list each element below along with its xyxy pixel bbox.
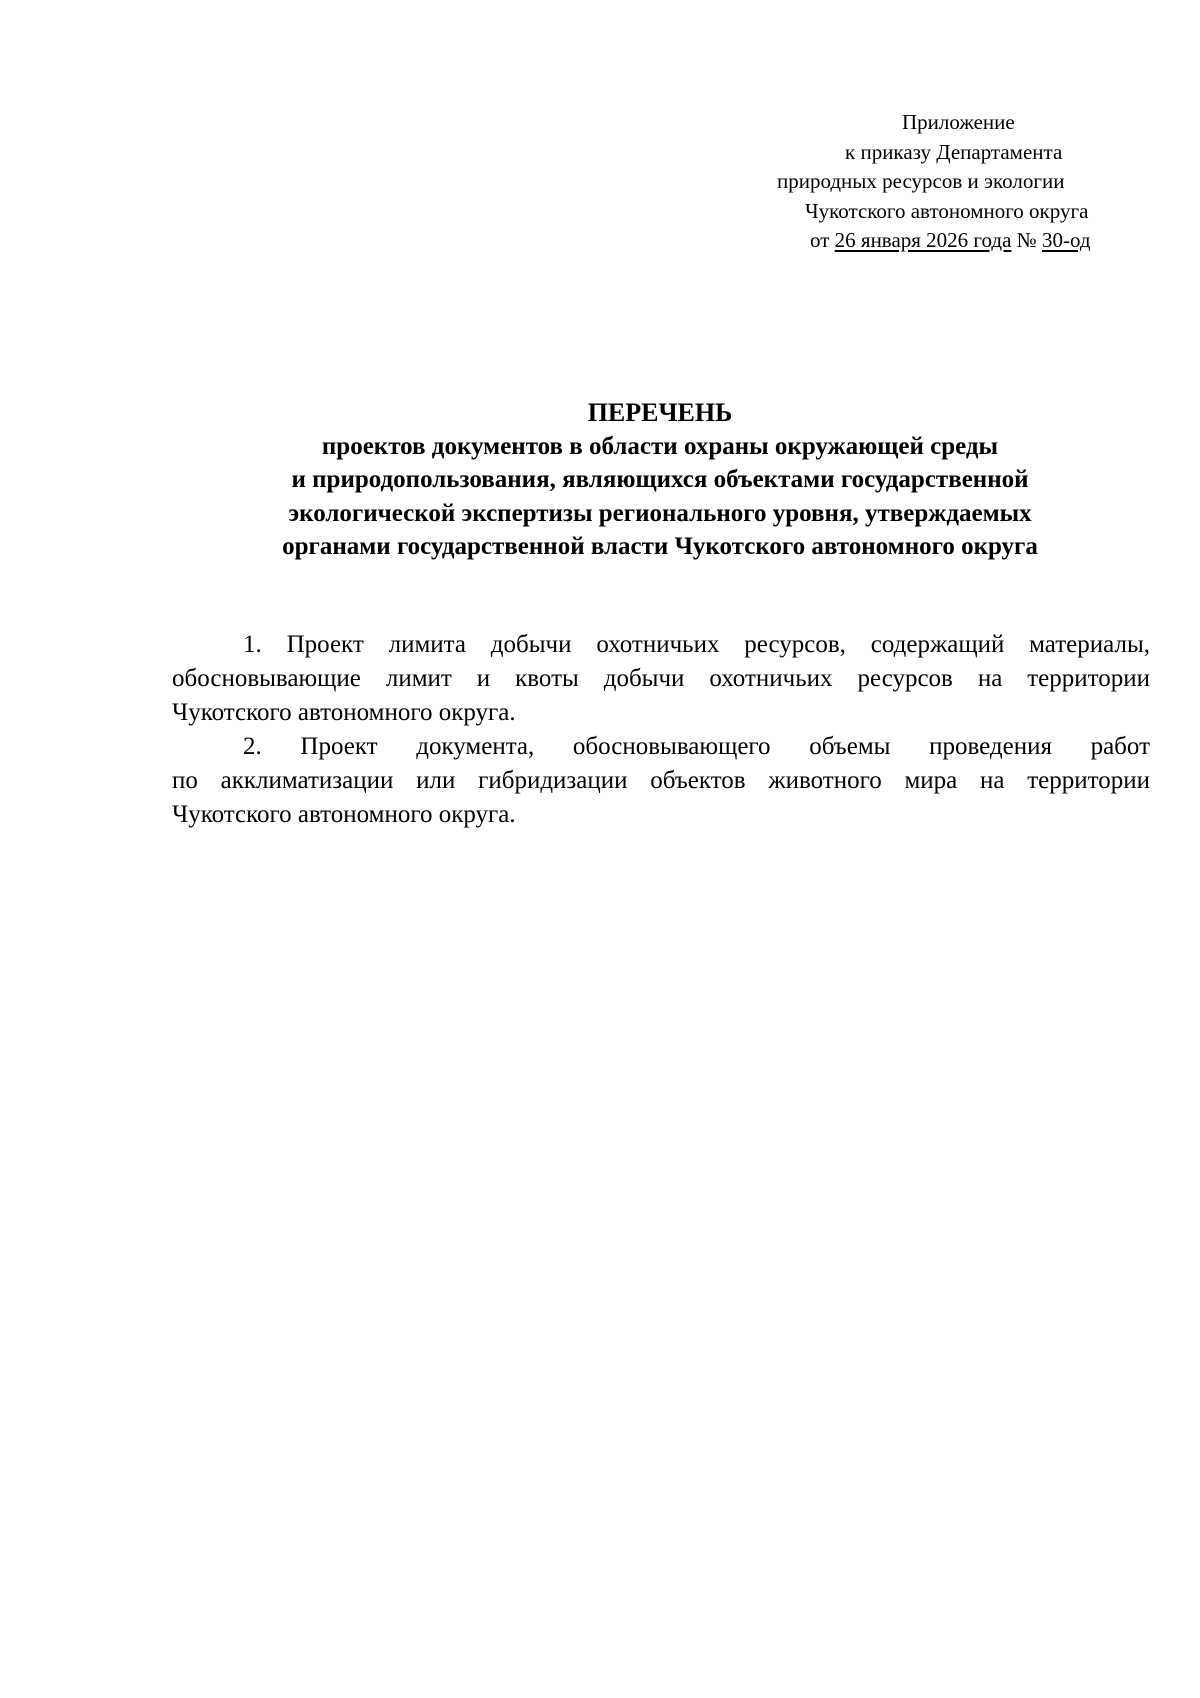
annex-department: природных ресурсов и экологии [777, 169, 1065, 193]
annex-label: Приложение [902, 110, 1015, 134]
annex-date: 26 января 2026 года [834, 228, 1012, 252]
annex-number-sign: № [1011, 228, 1042, 252]
item-text-line: 1. Проект лимита добычи охотничьих ресурсов, содержащий материалы, [243, 631, 1150, 658]
annex-region: Чукотского автономного округа [805, 198, 1089, 223]
list-item [172, 730, 1150, 832]
item-text-line: обосновывающие лимит и квоты добычи охотничьих ресурсов на территории [172, 665, 1150, 692]
annex-order-reference: к приказу Департамента [845, 139, 1063, 164]
item-text-line: Чукотского автономного округа. [172, 801, 516, 828]
list-item [172, 628, 1150, 730]
annex-date-prefix: от [810, 228, 835, 252]
heading-line: органами государственной власти Чукотского автономного округа [282, 533, 1038, 560]
heading-line: проектов документов в области охраны окружающей среды [321, 432, 999, 460]
document-title: ПЕРЕЧЕНЬ [587, 398, 733, 427]
items-list [172, 628, 1150, 832]
annex-date-number [740, 226, 1140, 256]
heading-line: экологической экспертизы регионального уровня, утверждаемых [288, 499, 1032, 527]
annex-block [740, 108, 1140, 256]
item-text-line: 2. Проект документа, обосновывающего объемы проведения работ [243, 733, 1150, 760]
item-text-line: Чукотского автономного округа. [172, 699, 516, 726]
document-heading [160, 396, 1160, 564]
heading-line: и природопользования, являющихся объектами государственной [291, 466, 1029, 493]
annex-number: 30-од [1041, 228, 1091, 252]
item-text-line: по акклиматизации или гибридизации объектов животного мира на территории [172, 767, 1150, 794]
